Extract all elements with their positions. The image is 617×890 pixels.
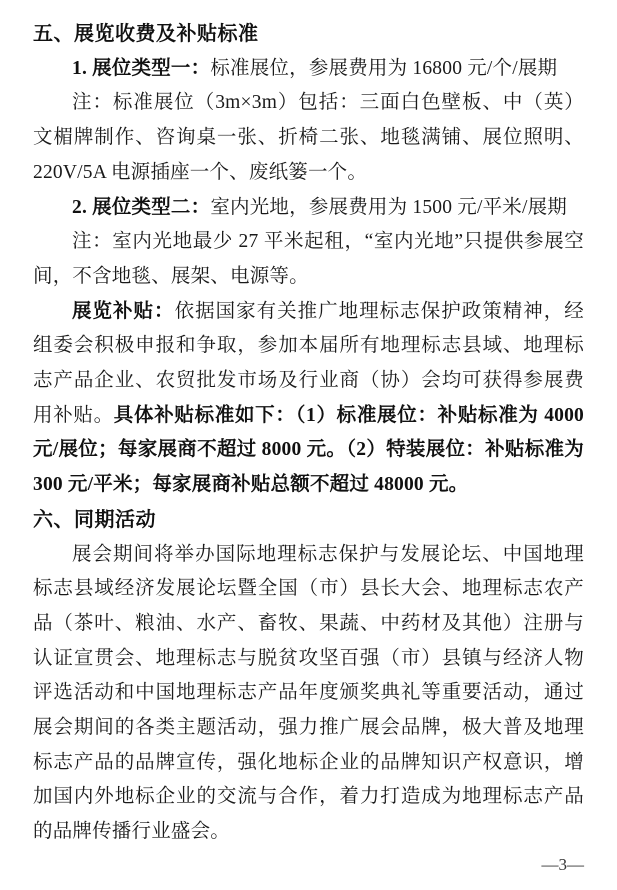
booth-type-1-label: 1. 展位类型一：	[72, 57, 211, 79]
paragraph-booth-type-2	[33, 191, 584, 226]
document-body	[33, 17, 584, 850]
concurrent-events-text: 展会期间将举办国际地理标志保护与发展论坛、中国地理标志县域经济发展论坛暨全国（市）县长大会、地理标志农产品（茶叶、粮油、水产、畜牧、果蔬、中药材及其他）注册与认证宣贯会、地理标志与脱贫攻坚百强（市）县镇与经济人物评选活动和中国地理标志产品年度颁奖典礼等重要活动，通过展会期间的各类主题活动，强力推广展会品牌，极大普及地理标志产品的品牌宣传，强化地标企业的品牌知识产权意识，增加国内外地标企业的交流与合作，着力打造成为地理标志产品的品牌传播行业盛会。	[33, 543, 584, 843]
paragraph-booth-type-2-note	[33, 225, 584, 294]
heading-text: 六、同期活动	[33, 508, 156, 531]
subsidy-policy-text: 依据国家有关推广地理标志保护政策精神，经组委会积极申报和争取，参加本届所有地理标志县域、地理标志产品企业、农贸批发市场及行业商（协）会均可获得参展费用补贴。	[33, 300, 584, 426]
heading-text: 五、展览收费及补贴标准	[33, 23, 259, 45]
section-heading-fees-and-subsidies	[33, 17, 584, 52]
paragraph-booth-type-1-note	[33, 86, 584, 190]
booth-type-2-label: 2. 展位类型二：	[72, 196, 211, 218]
paragraph-exhibition-subsidy	[33, 295, 584, 503]
subsidy-standards-text: 具体补贴标准如下：（1）标准展位：补贴标准为 4000 元/展位；每家展商不超过 8000 元。（2）特装展位：补贴标准为 300 元/平米；每家展商补贴总额不超过 48000 元。	[33, 404, 584, 496]
paragraph-concurrent-events	[33, 538, 584, 850]
section-heading-concurrent-events	[33, 503, 584, 538]
booth-type-2-detail: 室内光地，参展费用为 1500 元/平米/展期	[210, 196, 567, 218]
page-number: —3—	[541, 855, 584, 874]
subsidy-label: 展览补贴：	[72, 300, 175, 322]
booth-type-2-note-text: 注：室内光地最少 27 平米起租，“室内光地”只提供参展空间，不含地毯、展架、电源等。	[33, 231, 584, 287]
paragraph-booth-type-1	[33, 52, 584, 87]
booth-type-1-detail: 标准展位，参展费用为 16800 元/个/展期	[210, 57, 558, 79]
booth-type-1-note-text: 注：标准展位（3m×3m）包括：三面白色壁板、中（英）文楣牌制作、咨询桌一张、折椅二张、地毯满铺、展位照明、220V/5A 电源插座一个、废纸篓一个。	[33, 92, 584, 183]
